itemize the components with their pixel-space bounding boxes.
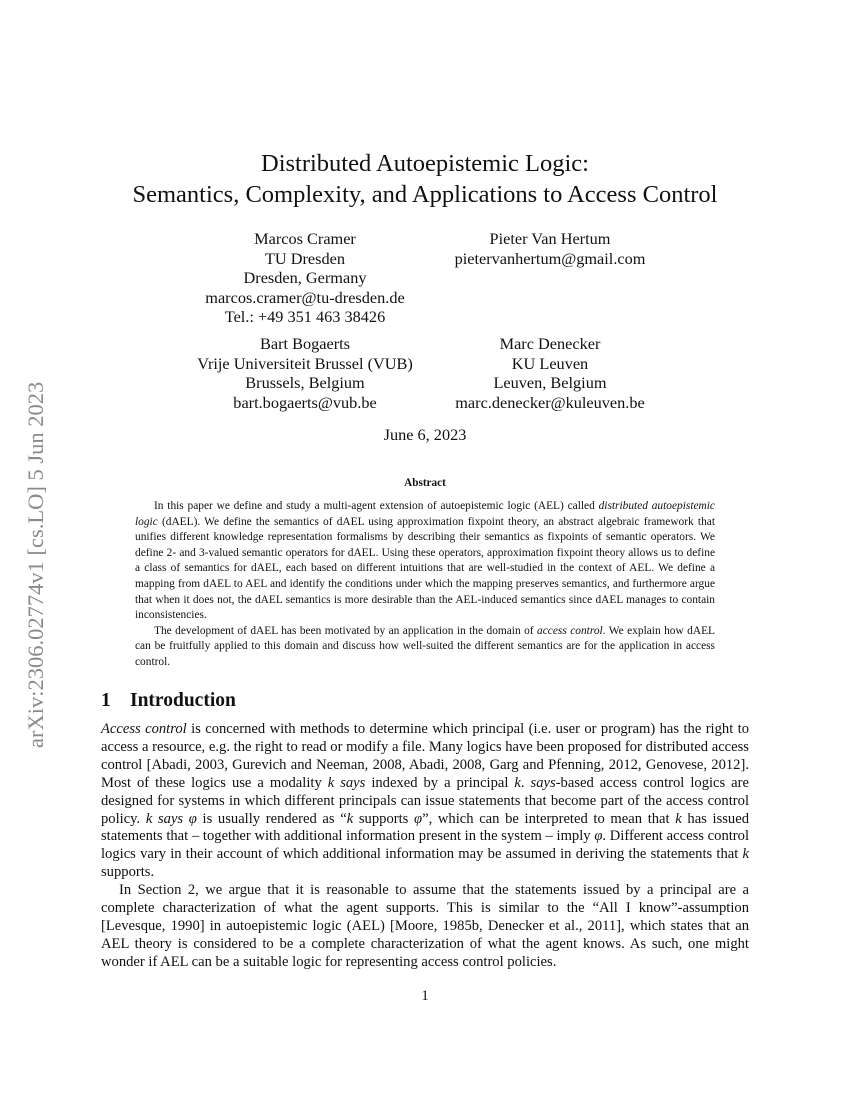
abstract-text: The development of dAEL has been motivated by an application in the domain of [154,624,538,637]
author-email: marc.denecker@kuleuven.be [455,392,645,412]
abstract-paragraph-2 [135,624,715,671]
body-math: φ [414,810,423,827]
body-math: k [346,810,354,827]
abstract-text: . We explain how dAEL can be fruitfully applied to this domain and discuss how well-suited the different semantics are for the application in access control. [135,624,715,668]
author-affiliation: Vrije Universiteit Brussel (VUB) [197,353,413,373]
abstract-heading: Abstract [404,477,446,489]
body-text: is concerned with methods to determine which principal (i.e. user or program) has the right to access a resource, e.g. the right to read or modify a file. Many logics have been proposed for distributed access control [Abadi, 2003, Gurevich and Neeman, 2008, Abadi, 2008, Garg and Pfenning, 2012, Genovese, 2012]. Most of these logics use a modality [101,721,749,791]
body-math: k says φ [145,810,197,827]
paper-title [0,148,850,210]
body-text: . [520,774,531,791]
author-email: marcos.cramer@tu-dresden.de [205,287,405,307]
body-math: k [742,846,749,863]
body-text: -based access control logics are designed for systems in which different principals can issue statements that become part of the access control policy. [101,774,749,827]
title-line-1: Distributed Autoepistemic Logic: [261,150,589,177]
page-number: 1 [421,988,429,1004]
author-affiliation: TU Dresden [264,248,346,268]
section-number: 1 [101,690,111,711]
author-phone: Tel.: +49 351 463 38426 [224,307,386,327]
author-block-cramer [185,229,425,327]
body-text: ”, which can be interpreted to mean that [422,810,676,827]
abstract-paragraph-1 [135,499,715,624]
body-emphasis: Access control [101,721,187,737]
publication-date: June 6, 2023 [383,425,467,444]
body-math: k says [327,774,366,791]
author-block-bogaerts [175,334,435,412]
body-text: has issued statements that – together with additional information present in the system – imply [101,810,749,845]
author-name: Marcos Cramer [254,229,356,248]
body-text: . Different access control logics vary in their account of which additional information may be assumed in deriving the statements that [101,828,750,863]
author-email: pietervanhertum@gmail.com [454,248,646,268]
body-math: k [675,810,682,827]
author-email: bart.bogaerts@vub.be [233,392,377,412]
section-title: Introduction [130,690,236,711]
section-heading-introduction [101,690,236,712]
body-math: k [514,774,521,791]
abstract-emphasis: distributed autoepistemic logic [135,500,715,528]
author-location: Dresden, Germany [243,268,367,288]
body-math: φ [594,828,603,845]
body-math: says [530,774,556,791]
author-location: Brussels, Belgium [245,373,365,393]
abstract-text: (dAEL). We define the semantics of dAEL using approximation fixpoint theory, an abstract algebraic framework that unifies different knowledge representation formalisms by describing their semantics as fixpoints of semantic operators. We define 2- and 3-valued semantic operators for dAEL. Using these operators, approximation fixpoint theory allows us to define a class of semantics for dAEL, each based on different intuitions that are well-studied in the context of AEL. We define a mapping from dAEL to AEL and identify the conditions under which the mapping preserves semantics, and furthermore argue that when it does not, the dAEL semantics is more desirable than the AEL-induced semantics since dAEL manages to contain inconsistencies. [135,515,715,622]
body-paragraph-2: In Section 2, we argue that it is reasonable to assume that the statements issued by a principal are a complete characterization of what the agent supports. This is similar to the “All I know”-assumption [Levesque, 1990] in autoepistemic logic (AEL) [Moore, 1985b, Denecker et al., 2011], which states that an AEL theory is considered to be a complete characterization of what the agent knows. As such, one might wonder if AEL can be a suitable logic for representing access control policies. [101,882,749,970]
author-name: Pieter Van Hertum [489,229,611,248]
abstract-body [135,499,715,671]
abstract-text: In this paper we define and study a multi-agent extension of autoepistemic logic (AEL) called [154,500,599,512]
author-affiliation: KU Leuven [511,353,589,373]
body-text: indexed by a principal [365,774,515,791]
author-block-van-hertum [430,229,670,268]
body-text: supports. [101,864,155,881]
author-location: Leuven, Belgium [493,373,607,393]
abstract-emphasis: access control [537,624,603,637]
body-text: supports [353,810,415,827]
body-paragraph-1 [101,721,749,882]
title-line-2: Semantics, Complexity, and Applications to Access Control [132,181,718,208]
author-name: Marc Denecker [499,334,601,353]
arxiv-identifier-stamp: arXiv:2306.02774v1 [cs.LO] 5 Jun 2023 [23,381,48,748]
author-name: Bart Bogaerts [260,334,350,353]
body-text: is usually rendered as “ [196,810,347,827]
author-block-denecker [430,334,670,412]
introduction-body [101,721,749,972]
